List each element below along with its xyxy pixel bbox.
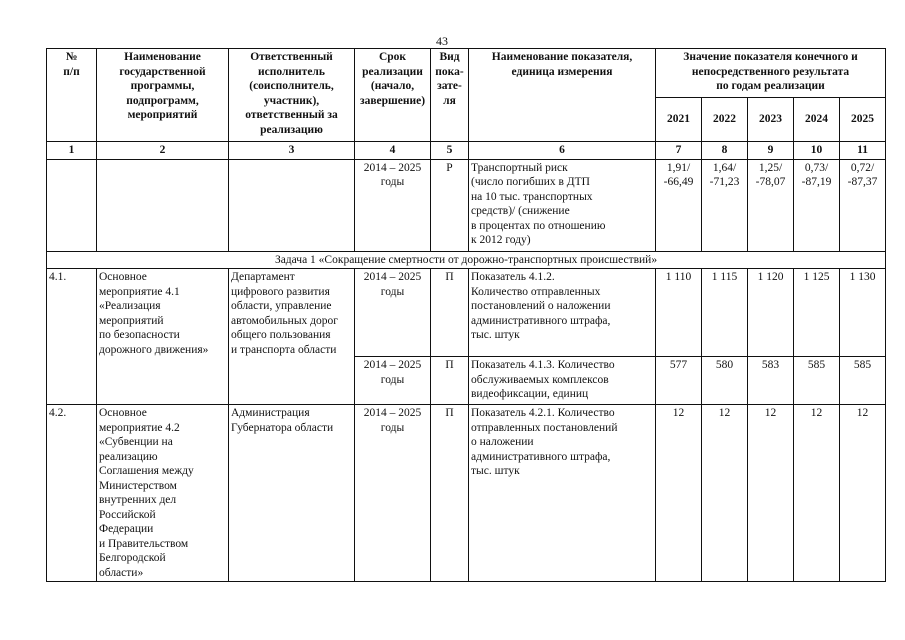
header-indicator-name: Наименование показателя, единица измерения [469, 49, 656, 142]
value-cell: 585 [840, 357, 886, 405]
value-cell: 0,72/ -87,37 [840, 159, 886, 251]
value-cell: 577 [656, 357, 702, 405]
table-row [47, 269, 886, 357]
value-cell: 1,25/ -78,07 [748, 159, 794, 251]
indicator-name-cell: Транспортный риск (число погибших в ДТП на 10 тыс. транспортных средств)/ (снижение в процентах по отношению к 2012 году) [469, 159, 656, 251]
indicator-type-cell: П [431, 357, 469, 405]
term-cell: 2014 – 2025 годы [355, 405, 431, 582]
column-number: 8 [702, 142, 748, 160]
value-cell: 1 130 [840, 269, 886, 357]
header-year: 2024 [794, 98, 840, 142]
value-cell: 580 [702, 357, 748, 405]
value-cell: 12 [702, 405, 748, 582]
column-number: 3 [229, 142, 355, 160]
table-row [47, 159, 886, 251]
empty-cell [229, 159, 355, 251]
term-cell: 2014 – 2025 годы [355, 159, 431, 251]
value-cell: 1,64/ -71,23 [702, 159, 748, 251]
column-number: 11 [840, 142, 886, 160]
header-year: 2023 [748, 98, 794, 142]
value-cell: 585 [794, 357, 840, 405]
value-cell: 12 [840, 405, 886, 582]
header-program-name: Наименование государственной программы, подпрограмм, мероприятий [97, 49, 229, 142]
column-number: 4 [355, 142, 431, 160]
value-cell: 1 115 [702, 269, 748, 357]
header-year: 2021 [656, 98, 702, 142]
empty-cell [97, 159, 229, 251]
column-number: 10 [794, 142, 840, 160]
table-row [47, 405, 886, 582]
row-number: 4.2. [47, 405, 97, 582]
term-cell: 2014 – 2025 годы [355, 269, 431, 357]
header-indicator-type: Вид пока- зате- ля [431, 49, 469, 142]
indicator-name-cell: Показатель 4.1.2. Количество отправленных постановлений о наложении административного штрафа, тыс. штук [469, 269, 656, 357]
empty-cell [47, 159, 97, 251]
column-numbers-row [47, 142, 886, 160]
value-cell: 1 125 [794, 269, 840, 357]
indicator-name-cell: Показатель 4.2.1. Количество отправленных постановлений о наложении административного штрафа, тыс. штук [469, 405, 656, 582]
executor-cell: Администрация Губернатора области [229, 405, 355, 582]
header-values-group: Значение показателя конечного и непосредственного результата по годам реализации [656, 49, 886, 98]
indicator-type-cell: П [431, 405, 469, 582]
indicator-type-cell: Р [431, 159, 469, 251]
header-term: Срок реализации (начало, завершение) [355, 49, 431, 142]
value-cell: 12 [656, 405, 702, 582]
term-cell: 2014 – 2025 годы [355, 357, 431, 405]
measure-name-cell: Основное мероприятие 4.1 «Реализация мероприятий по безопасности дорожного движения» [97, 269, 229, 405]
header-row [47, 49, 886, 98]
task-heading: Задача 1 «Сокращение смертности от дорожно-транспортных происшествий» [47, 251, 886, 269]
column-number: 2 [97, 142, 229, 160]
page-number: 43 [436, 34, 448, 48]
column-number: 6 [469, 142, 656, 160]
header-number: № п/п [47, 49, 97, 142]
executor-cell: Департамент цифрового развития области, управление автомобильных дорог общего пользования и транспорта области [229, 269, 355, 405]
value-cell: 1,91/ -66,49 [656, 159, 702, 251]
header-year: 2025 [840, 98, 886, 142]
value-cell: 12 [794, 405, 840, 582]
value-cell: 583 [748, 357, 794, 405]
row-number: 4.1. [47, 269, 97, 405]
indicator-name-cell: Показатель 4.1.3. Количество обслуживаемых комплексов видеофиксации, единиц [469, 357, 656, 405]
header-executor: Ответственный исполнитель (соисполнитель, участник), ответственный за реализацию [229, 49, 355, 142]
value-cell: 0,73/ -87,19 [794, 159, 840, 251]
column-number: 7 [656, 142, 702, 160]
column-number: 1 [47, 142, 97, 160]
indicator-table [46, 48, 886, 582]
measure-name-cell: Основное мероприятие 4.2 «Субвенции на реализацию Соглашения между Министерством внутренних дел Российской Федерации и Правительством Белгородской области» [97, 405, 229, 582]
column-number: 9 [748, 142, 794, 160]
column-number: 5 [431, 142, 469, 160]
value-cell: 1 110 [656, 269, 702, 357]
task-row [47, 251, 886, 269]
value-cell: 12 [748, 405, 794, 582]
header-year: 2022 [702, 98, 748, 142]
value-cell: 1 120 [748, 269, 794, 357]
indicator-type-cell: П [431, 269, 469, 357]
